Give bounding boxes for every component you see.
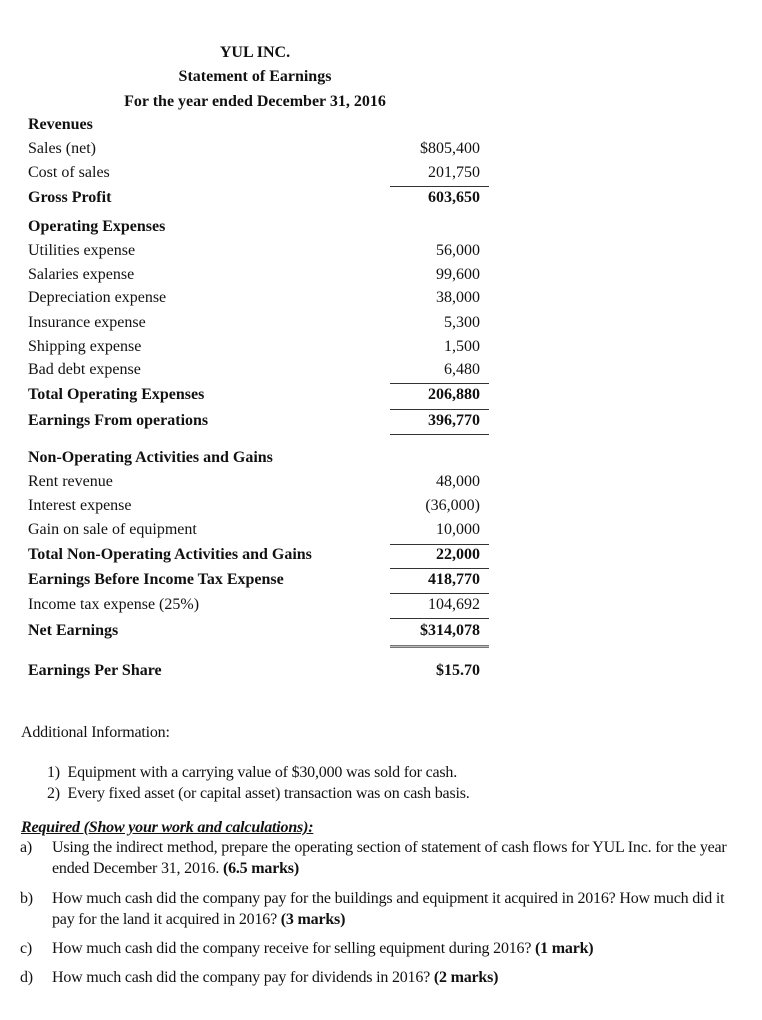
- expense-row: Shipping expense 1,500: [28, 338, 480, 355]
- sales-value: $805,400: [420, 140, 480, 157]
- expense-row: Bad debt expense 6,480: [28, 361, 480, 378]
- company-name: YUL INC.: [219, 44, 291, 61]
- required-heading: Required (Show your work and calculations):: [21, 819, 314, 836]
- gross-profit-value: 603,650: [428, 189, 480, 206]
- earnings-before-tax-row: Earnings Before Income Tax Expense 418,770: [28, 571, 480, 588]
- additional-info-item: 2) Every fixed asset (or capital asset) transaction was on cash basis.: [47, 785, 470, 802]
- non-operating-row: Gain on sale of equipment 10,000: [28, 521, 480, 538]
- income-tax-row: Income tax expense (25%) 104,692: [28, 596, 480, 613]
- gross-profit-row: Gross Profit 603,650: [28, 187, 489, 209]
- expense-row: Utilities expense 56,000: [28, 242, 480, 259]
- underline: [390, 618, 489, 619]
- total-non-operating-row: Total Non-Operating Activities and Gains 22,000: [28, 546, 480, 563]
- statement-title: Statement of Earnings: [178, 68, 332, 85]
- cost-of-sales-value: 201,750: [428, 164, 480, 181]
- expense-row: Depreciation expense 38,000: [28, 289, 480, 306]
- underline: [390, 434, 489, 435]
- net-earnings-row: Net Earnings $314,078: [28, 622, 480, 639]
- additional-info-item: 1) Equipment with a carrying value of $30,000 was sold for cash.: [47, 764, 458, 781]
- double-underline: [390, 645, 489, 648]
- earnings-from-operations-row: Earnings From operations 396,770: [28, 412, 480, 429]
- eps-row: Earnings Per Share $15.70: [28, 662, 480, 679]
- non-operating-row: Rent revenue 48,000: [28, 473, 480, 490]
- additional-info-heading: Additional Information:: [21, 724, 170, 741]
- revenues-heading: Revenues: [28, 116, 93, 133]
- expense-row: Salaries expense 99,600: [28, 266, 480, 283]
- sales-row: Sales (net) $805,400: [28, 138, 489, 160]
- total-operating-expenses-row: Total Operating Expenses 206,880: [28, 386, 480, 403]
- non-operating-row: Interest expense (36,000): [28, 497, 480, 514]
- non-operating-heading: Non-Operating Activities and Gains: [28, 449, 273, 466]
- expense-row: Insurance expense 5,300: [28, 314, 480, 331]
- statement-period: For the year ended December 31, 2016: [124, 93, 386, 110]
- cost-of-sales-row: Cost of sales 201,750: [28, 162, 489, 184]
- operating-expenses-heading: Operating Expenses: [28, 218, 166, 235]
